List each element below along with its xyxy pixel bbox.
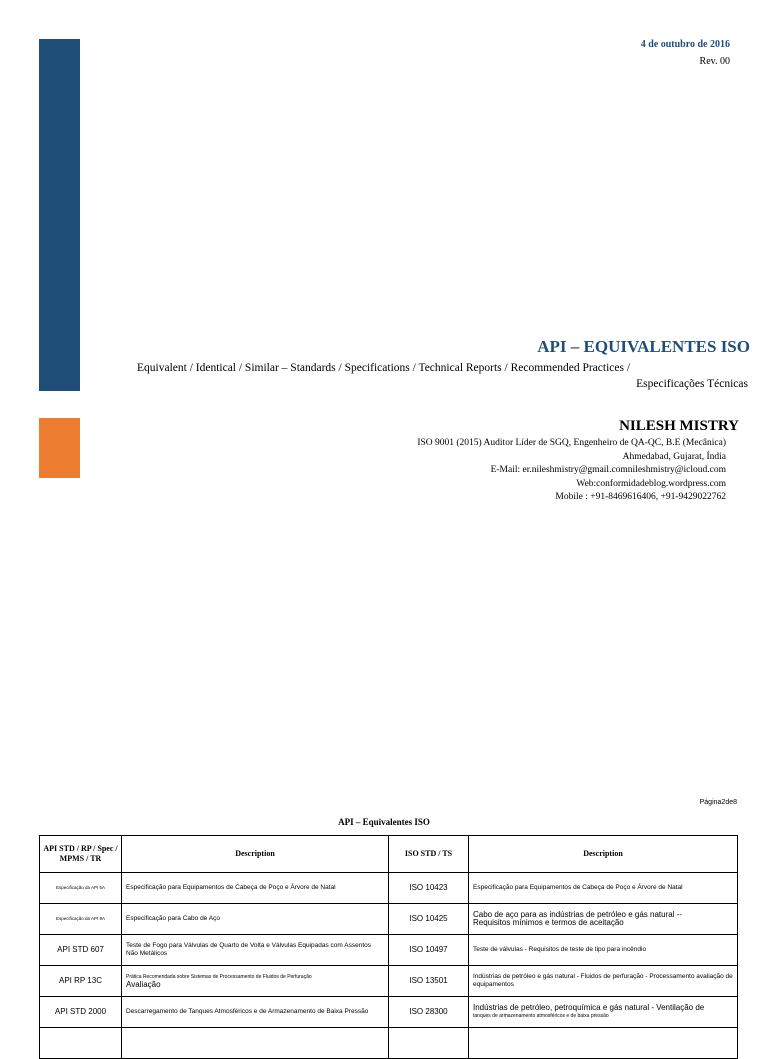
- api-code-cell: Especificação da API 9A: [40, 904, 122, 935]
- author-email: E-Mail: er.nileshmistry@gmail.comnileshmistry@icloud.com: [490, 465, 726, 475]
- header-iso-std: ISO STD / TS: [389, 836, 469, 873]
- header-iso-description: Description: [469, 836, 738, 873]
- table-row: [40, 997, 738, 1028]
- api-code-cell: Especificação da API 6A: [40, 873, 122, 904]
- document-date: 4 de outubro de 2016: [640, 39, 730, 50]
- iso-description-cell: Indústrias de petróleo e gás natural - Fluidos de perfuração - Processamento avaliação de equipamentos: [469, 966, 738, 997]
- api-description-line-2: Avaliação: [126, 980, 161, 989]
- cover-orange-bar: [39, 418, 80, 478]
- author-location: Ahmedabad, Gujarat, Índia: [622, 451, 726, 462]
- iso-code-cell: ISO 28300: [389, 997, 469, 1028]
- table-row: [40, 904, 738, 935]
- author-website: Web:conformidadeblog.wordpress.com: [576, 478, 726, 489]
- iso-description-cell: Especificação para Equipamentos de Cabeça de Poço e Árvore de Natal: [469, 873, 738, 904]
- iso-description-cell: [469, 904, 738, 935]
- document-subtitle: [118, 360, 748, 392]
- iso-code-cell: ISO 10425: [389, 904, 469, 935]
- iso-description-line-2: tanques de armazenamento atmosféricos e de baixa pressão: [473, 1013, 609, 1019]
- document-title: API – EQUIVALENTES ISO: [537, 337, 750, 356]
- author-name: NILESH MISTRY: [619, 418, 739, 434]
- iso-code-cell: ISO 10423: [389, 873, 469, 904]
- table-row: [40, 873, 738, 904]
- api-description-line-1: Prática Recomendada sobre Sistemas de Processamento de Fluidos de Perfuração: [126, 974, 312, 980]
- page-number: Página2de8: [699, 799, 737, 806]
- iso-description-line-1: Cabo de aço para as indústrias de petróleo e gás natural --: [473, 910, 683, 919]
- api-description-cell: [122, 966, 389, 997]
- subtitle-line-2: Especificações Técnicas: [636, 378, 748, 390]
- api-description-cell: Descarregamento de Tanques Atmosféricos e de Armazenamento de Baixa Pressão: [122, 997, 389, 1028]
- iso-code-cell: ISO 10497: [389, 935, 469, 966]
- api-code-cell: API STD 607: [40, 935, 122, 966]
- table-row: [40, 1028, 738, 1059]
- iso-description-cell: [469, 997, 738, 1028]
- api-description-cell: Especificação para Equipamentos de Cabeça de Poço e Árvore de Natal: [122, 873, 389, 904]
- table-row: [40, 935, 738, 966]
- subtitle-line-1: Equivalent / Identical / Similar – Standards / Specifications / Technical Reports / Recommended Practices /: [137, 362, 631, 374]
- equivalents-table: [39, 835, 738, 1059]
- iso-description-cell: Teste de válvulas - Requisitos de teste de tipo para incêndio: [469, 935, 738, 966]
- cover-blue-bar: [39, 39, 80, 391]
- table-title: API – Equivalentes ISO: [338, 817, 430, 827]
- api-description-cell: Especificação para Cabo de Aço: [122, 904, 389, 935]
- author-mobile: Mobile : +91-8469616406, +91-9429022762: [555, 492, 726, 502]
- revision-label: Rev. 00: [699, 56, 730, 67]
- table-header-row: [40, 836, 738, 873]
- table-row: [40, 966, 738, 997]
- api-code-cell: API STD 2000: [40, 997, 122, 1028]
- iso-description-line-1: Indústrias de petróleo, petroquímica e gás natural - Ventilação de: [473, 1003, 705, 1012]
- header-api-std: API STD / RP / Spec / MPMS / TR: [40, 836, 122, 873]
- iso-code-cell: ISO 13501: [389, 966, 469, 997]
- api-description-cell: Teste de Fogo para Válvulas de Quarto de Volta e Válvulas Equipadas com Assentos Não Metálicos: [122, 935, 389, 966]
- api-code-cell: API RP 13C: [40, 966, 122, 997]
- author-credentials: ISO 9001 (2015) Auditor Líder de SGQ, Engenheiro de QA-QC, B.E (Mecânica): [417, 438, 726, 448]
- header-api-description: Description: [122, 836, 389, 873]
- author-info: [417, 437, 726, 505]
- iso-description-line-2: Requisitos mínimos e termos de aceitação: [473, 918, 624, 927]
